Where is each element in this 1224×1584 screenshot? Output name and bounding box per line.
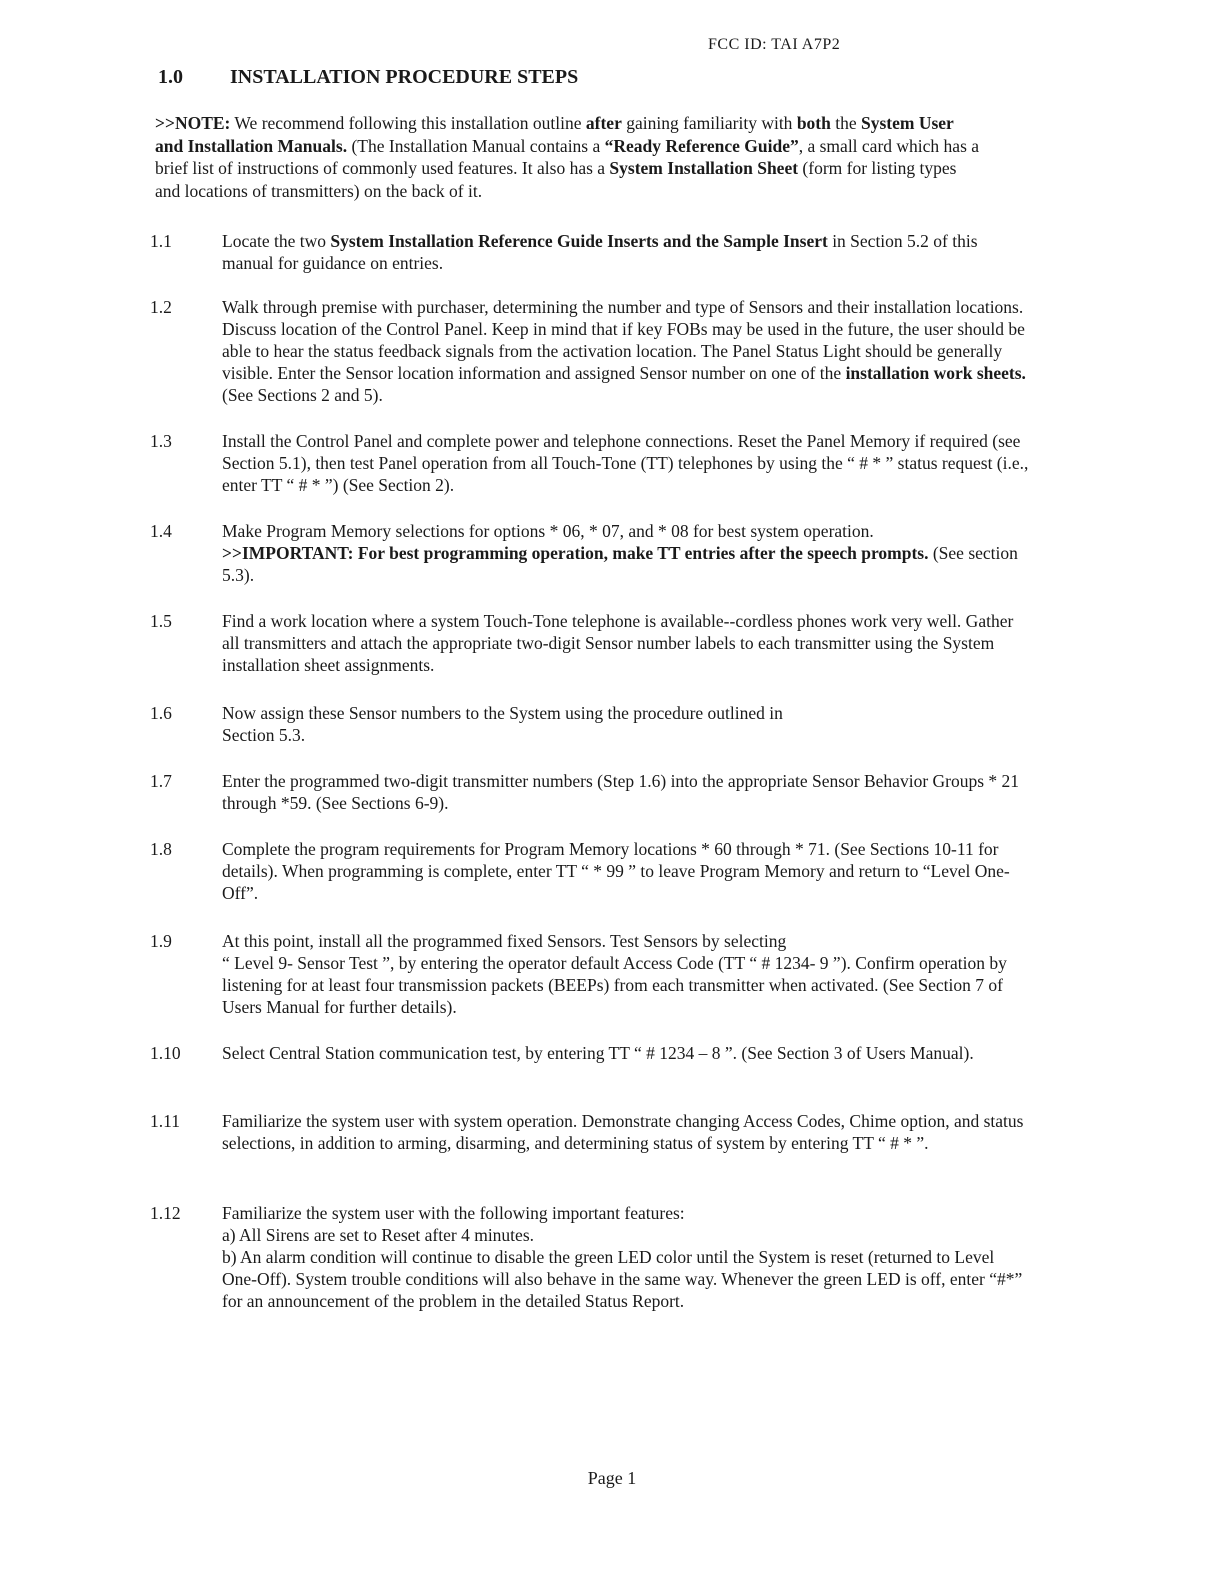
step-text: Select Central Station communication test, by entering TT “ # 1234 – 8 ”. (See Section 3 of Users Manual).	[222, 1043, 974, 1063]
step-number: 1.3	[150, 431, 172, 451]
step-1-8	[150, 838, 1030, 904]
step-1-7	[150, 770, 1030, 814]
step-number: 1.1	[150, 231, 172, 251]
step-number: 1.6	[150, 703, 172, 723]
step-item-b: b) An alarm condition will continue to disable the green LED color until the System is reset (returned to Level One-Off). System trouble conditions will also behave in the same way. Whenever the green LED is off, enter “#*” for an announcement of the problem in the detailed Status Report.	[222, 1247, 1023, 1311]
step-1-6	[150, 702, 1030, 746]
note-text: the	[830, 113, 861, 133]
note-prefix: >>NOTE:	[155, 113, 231, 133]
step-text-part: Make Program Memory selections for options * 06, * 07, and * 08 for best system operation.	[222, 521, 874, 541]
step-emphasis: installation work sheets.	[845, 363, 1026, 383]
step-text: Enter the programmed two-digit transmitter numbers (Step 1.6) into the appropriate Sensor Behavior Groups * 21 through *59. (See Sections 6-9).	[222, 771, 1020, 813]
section-title: INSTALLATION PROCEDURE STEPS	[230, 66, 579, 88]
step-number: 1.11	[150, 1111, 180, 1131]
step-number: 1.4	[150, 521, 172, 541]
step-text: Install the Control Panel and complete power and telephone connections. Reset the Panel Memory if required (see Section 5.1), then test Panel operation from all Touch-Tone (TT) telephones by using the “ # * ” status request (i.e., enter TT “ # * ”) (See Section 2).	[222, 431, 1029, 495]
section-number: 1.0	[158, 66, 183, 88]
note-emphasis: after	[585, 113, 622, 133]
note-emphasis: both	[796, 113, 831, 133]
step-emphasis: System Installation Reference Guide Inserts and the Sample Insert	[330, 231, 828, 251]
step-item-a: a) All Sirens are set to Reset after 4 minutes.	[222, 1225, 535, 1245]
page-number: Page 1	[587, 1468, 637, 1488]
step-1-2	[150, 296, 1030, 406]
step-text	[222, 930, 1030, 1018]
step-text	[222, 520, 1030, 586]
note-emphasis: “Ready Reference Guide”	[604, 135, 799, 156]
step-1-4	[150, 520, 1030, 586]
note-text: , a small card which has a brief list of instructions of commonly used features. It also has a	[155, 135, 980, 178]
note-text: (The Installation Manual contains a	[347, 135, 605, 156]
step-1-10	[150, 1042, 1030, 1064]
step-1-11	[150, 1110, 1030, 1154]
step-number: 1.7	[150, 771, 172, 791]
step-text	[222, 1202, 1030, 1312]
step-text-part: in Section 5.2 of this manual for guidance on entries.	[222, 231, 978, 273]
section-heading	[158, 66, 578, 89]
step-number: 1.5	[150, 611, 172, 631]
step-text-part: Section 5.3.	[222, 725, 306, 745]
note-emphasis: System User and Installation Manuals.	[155, 113, 954, 156]
note-emphasis: System Installation Sheet	[609, 158, 799, 178]
step-text-part: “ Level 9- Sensor Test ”, by entering the operator default Access Code (TT “ # 1234- 9 ”). Confirm operation by listening for at least four transmission packets (BEEPs) from each transmitter when activated. (See Section 7 of Users Manual for further details).	[222, 953, 1007, 1017]
step-text	[222, 230, 1030, 274]
step-text-part: At this point, install all the programmed fixed Sensors. Test Sensors by selecting	[222, 931, 787, 951]
step-1-1	[150, 230, 1030, 274]
step-text-part: (See section 5.3).	[222, 543, 1018, 585]
step-text-part: Locate the two	[222, 231, 331, 251]
step-emphasis: >>IMPORTANT: For best programming operation, make TT entries after the speech prompts.	[222, 543, 929, 563]
step-text	[222, 296, 1030, 406]
step-text: Familiarize the system user with system operation. Demonstrate changing Access Codes, Chime option, and status selections, in addition to arming, disarming, and determining status of system by entering TT “ # * ”.	[222, 1111, 1024, 1153]
step-number: 1.10	[150, 1043, 181, 1063]
step-text-part: (See Sections 2 and 5).	[222, 385, 383, 405]
note-text: (form for listing types and locations of transmitters) on the back of it.	[155, 158, 957, 201]
step-text-part: Walk through premise with purchaser, determining the number and type of Sensors and their installation locations. Discuss location of the Control Panel. Keep in mind that if key FOBs may be used in the future, the user should be able to hear the status feedback signals from the activation location. The Panel Status Light should be generally visible. Enter the Sensor location information and assigned Sensor number on one of the	[222, 297, 1025, 383]
step-text	[222, 702, 1030, 746]
fcc-id-label: FCC ID: TAI A7P2	[708, 36, 841, 53]
step-1-9	[150, 930, 1030, 1018]
step-text: Find a work location where a system Touch-Tone telephone is available--cordless phones work very well. Gather all transmitters and attach the appropriate two-digit Sensor number labels to each transmitter using the System installation sheet assignments.	[222, 611, 1014, 675]
note-text: gaining familiarity with	[621, 113, 797, 133]
step-1-5	[150, 610, 1030, 676]
step-text: Complete the program requirements for Program Memory locations * 60 through * 71. (See Sections 10-11 for details). When programming is complete, enter TT “ * 99 ” to leave Program Memory and return to “Level One-Off”.	[222, 839, 1010, 903]
note-text: We recommend following this installation outline	[230, 113, 586, 133]
step-number: 1.2	[150, 297, 172, 317]
step-1-12	[150, 1202, 1030, 1312]
step-number: 1.8	[150, 839, 172, 859]
step-number: 1.12	[150, 1203, 181, 1223]
step-text-part: Familiarize the system user with the following important features:	[222, 1203, 685, 1223]
step-1-3	[150, 430, 1030, 496]
step-number: 1.9	[150, 931, 172, 951]
step-text-part: Now assign these Sensor numbers to the System using the procedure outlined in	[222, 703, 783, 723]
note-paragraph	[155, 112, 980, 202]
